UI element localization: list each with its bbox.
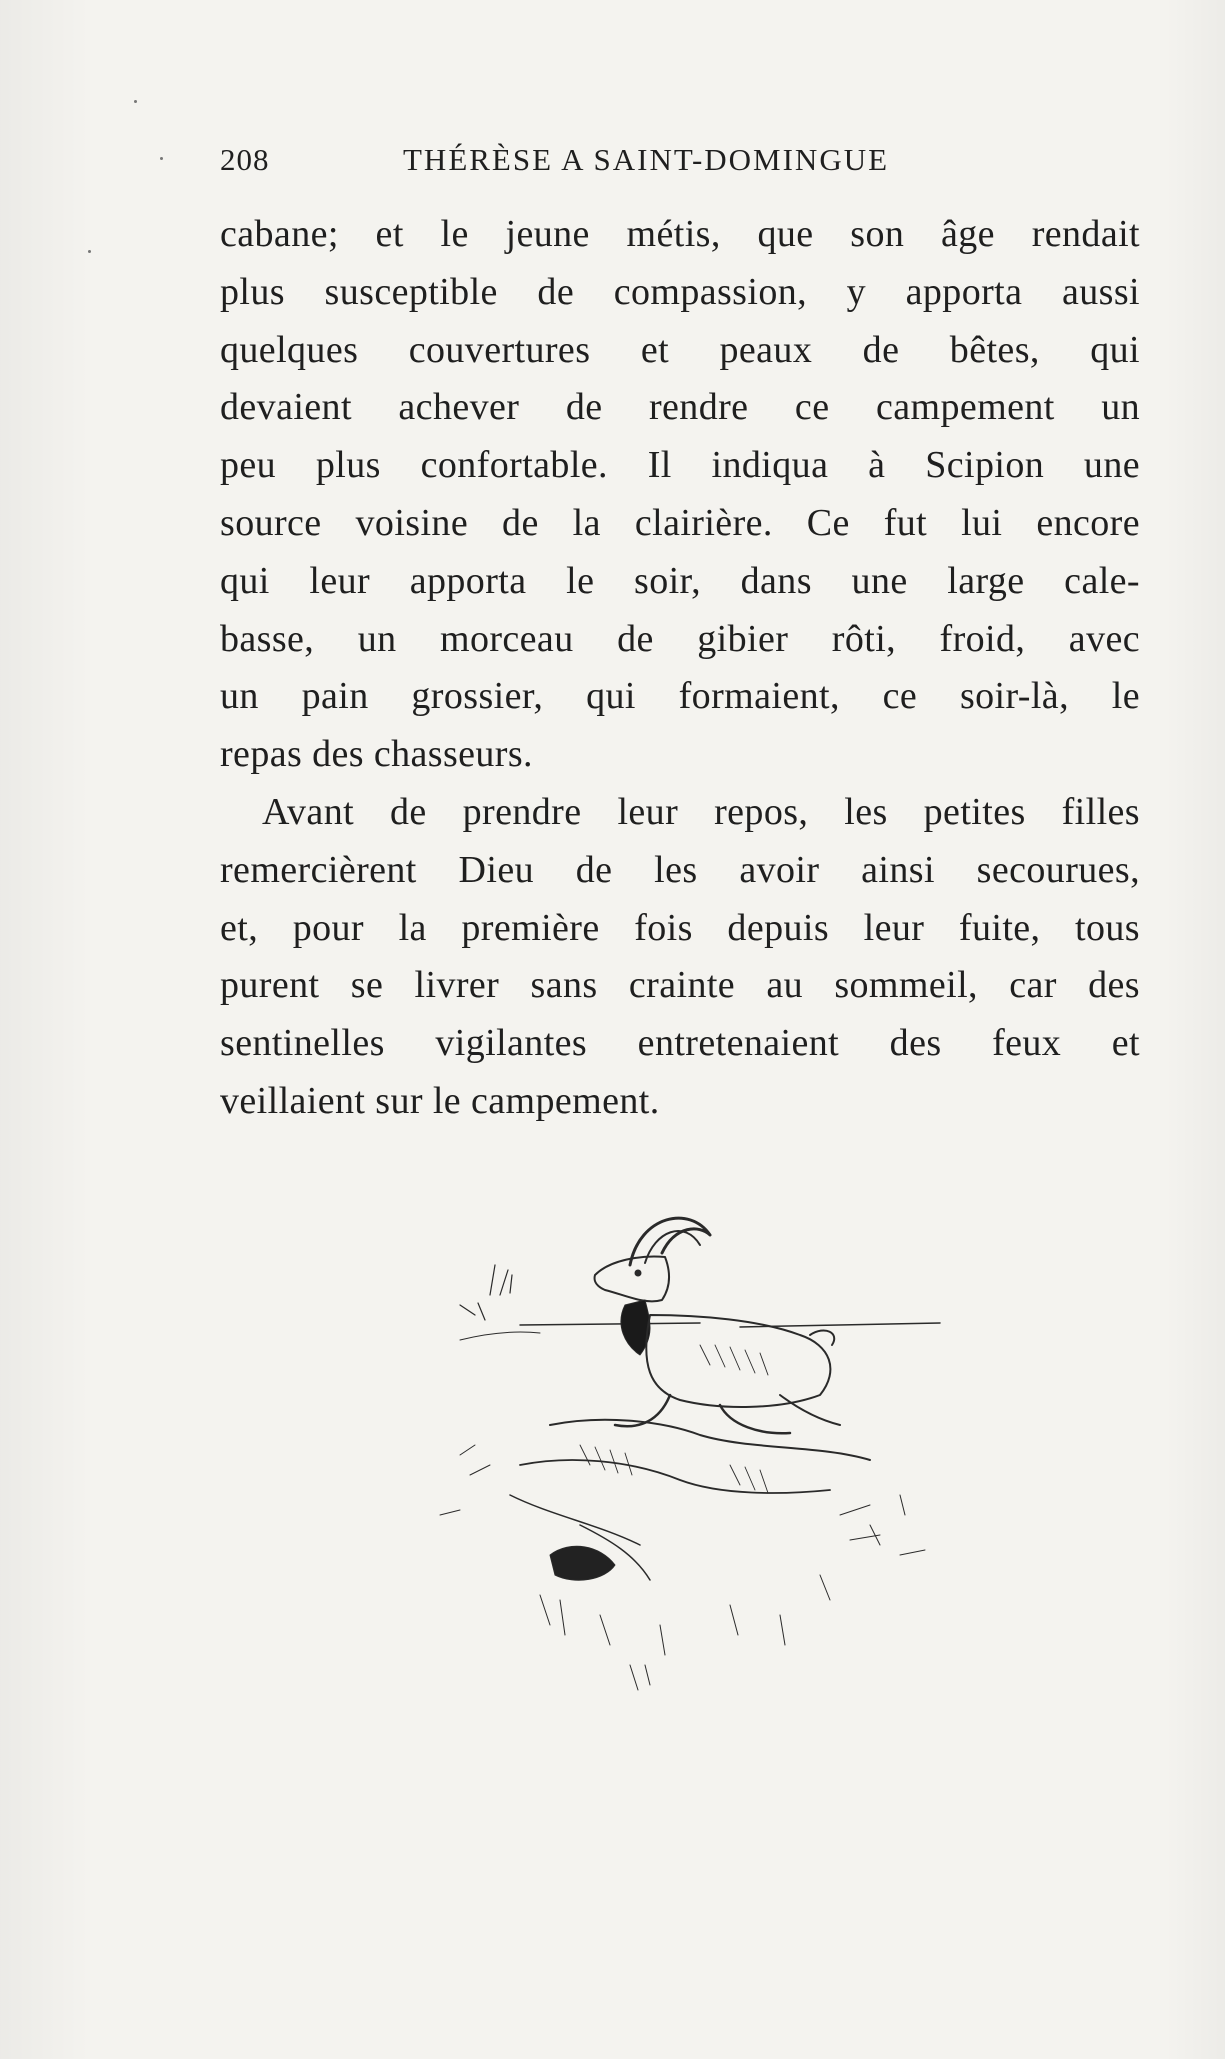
text-line: et, pour la première fois depuis leur fuite, tous bbox=[220, 906, 1140, 949]
text-line: peu plus confortable. Il indiqua à Scipion une bbox=[220, 444, 1140, 487]
text-line: sentinelles vigilantes entretenaient des feux et bbox=[220, 1022, 1140, 1065]
body-text bbox=[220, 206, 1140, 1131]
text-line: purent se livrer sans crainte au sommeil, car des bbox=[220, 964, 1140, 1007]
text-line: veillaient sur le campement. bbox=[220, 1079, 660, 1122]
running-title: THÉRÈSE A SAINT-DOMINGUE bbox=[403, 142, 890, 177]
text-line: un pain grossier, qui formaient, ce soir-là, le bbox=[220, 675, 1140, 718]
text-line: repas des chasseurs. bbox=[220, 733, 533, 776]
paper-speck bbox=[160, 157, 163, 160]
page-number: 208 bbox=[220, 142, 270, 177]
text-line: source voisine de la clairière. Ce fut lui encore bbox=[220, 501, 1140, 544]
paper-speck bbox=[134, 100, 137, 103]
text-line: remercièrent Dieu de les avoir ainsi secourues, bbox=[220, 848, 1140, 891]
text-line: Avant de prendre leur repos, les petites filles bbox=[262, 790, 1140, 833]
text-line: cabane; et le jeune métis, que son âge rendait bbox=[220, 213, 1140, 255]
text-line: qui leur apporta le soir, dans une large cale- bbox=[220, 559, 1140, 602]
goat-illustration bbox=[400, 1195, 960, 1705]
paper-speck bbox=[88, 250, 91, 253]
text-line: quelques couvertures et peaux de bêtes, qui bbox=[220, 328, 1140, 371]
text-line: basse, un morceau de gibier rôti, froid, avec bbox=[220, 617, 1140, 660]
text-line: plus susceptible de compassion, y apporta aussi bbox=[220, 270, 1140, 313]
page-header bbox=[220, 142, 1140, 182]
text-line: devaient achever de rendre ce campement un bbox=[220, 386, 1140, 429]
